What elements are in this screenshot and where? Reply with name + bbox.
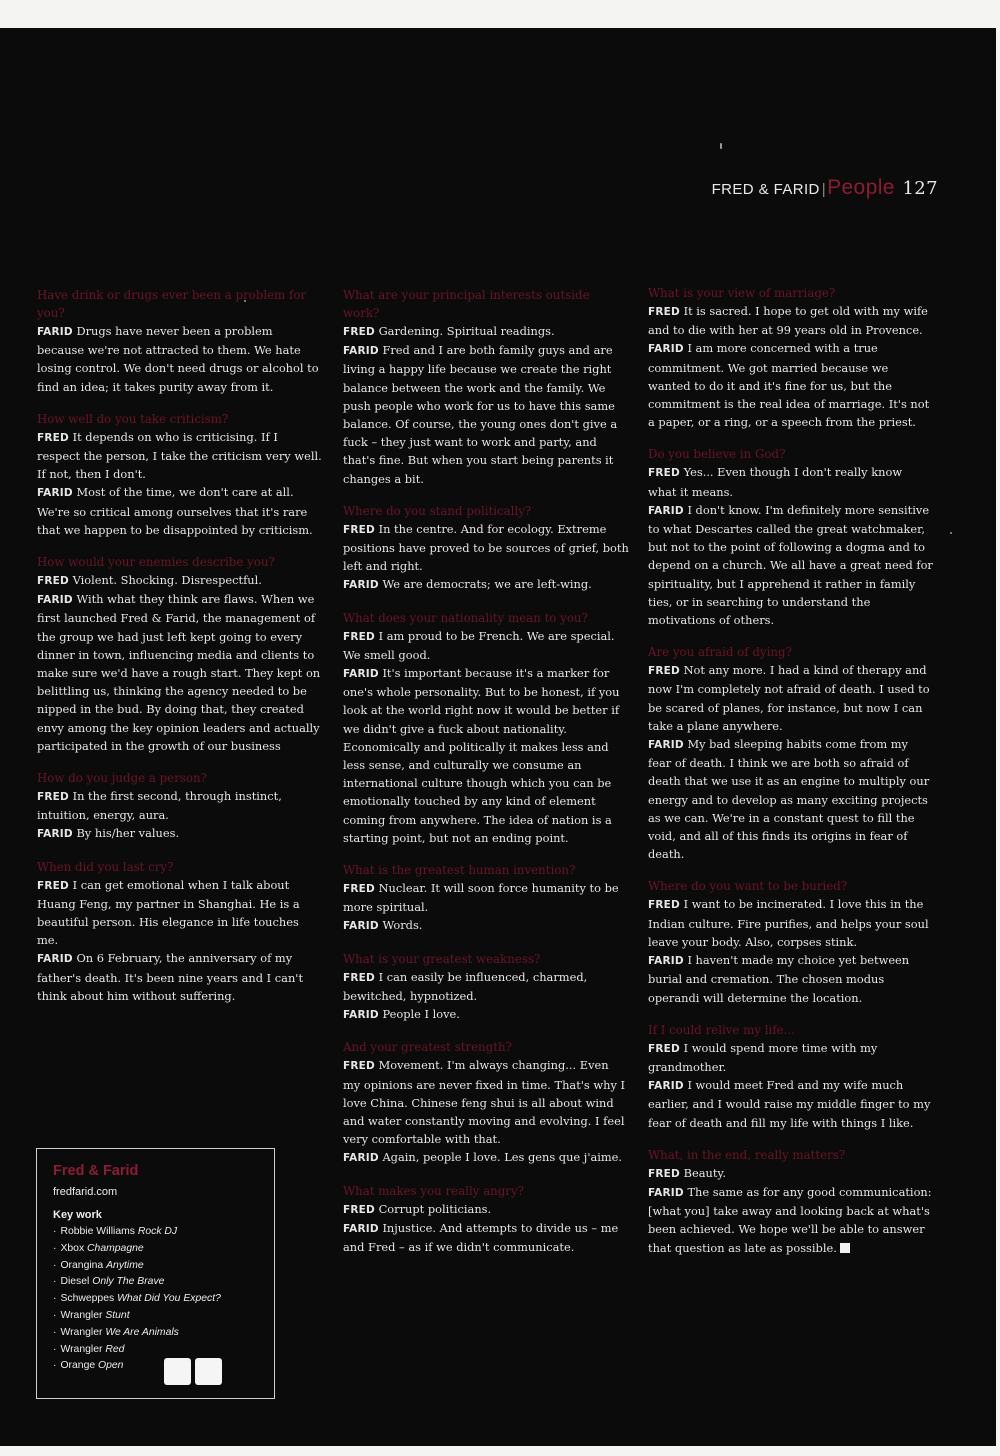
answer (343, 322, 629, 341)
question: What is your view of marriage? (648, 286, 836, 300)
question: Where do you stand politically? (343, 503, 532, 518)
answer-text: Movement. I'm always changing... Even my opinions are never fixed in time. That's why I love China. Chinese feng shui is all about wind and water constantly moving and evolving. I feel very comfortable with that. (343, 1058, 626, 1147)
key-work-title: Only The Brave (92, 1276, 165, 1288)
speaker-name: FARID (343, 668, 379, 681)
speaker-name: FARID (648, 504, 684, 517)
answer-text: I don't know. I'm definitely more sensitive to what Descartes called the great watchmaker, but not to the point of following a dogma and to depend on a church. We all have a great need for spirituality, but I apprehend it rather in family ties, or in searching to understand the motivations of others. (648, 502, 933, 628)
speaker-name: FARID (648, 343, 684, 356)
answer (37, 949, 323, 1005)
speaker-name: FRED (343, 1060, 375, 1073)
answer-text: I can easily be influenced, charmed, bewitched, hypnotized. (343, 969, 588, 1003)
speaker-name: FRED (648, 665, 680, 678)
answer-text: Violent. Shocking. Disrespectful. (72, 573, 262, 588)
answer (343, 664, 629, 847)
question: What makes you really angry? (343, 1183, 524, 1198)
qa-block (37, 553, 323, 755)
answer (648, 501, 934, 629)
speaker-name: FRED (343, 883, 375, 896)
key-work-title: Rock DJ (137, 1226, 178, 1237)
column-3 (648, 284, 934, 1271)
header-section: People (827, 176, 895, 199)
answer-text: Again, people I love. Les gens que j'aime. (382, 1150, 623, 1165)
speaker-name: FARID (343, 345, 379, 358)
answer (343, 1148, 629, 1167)
speaker-name: FRED (343, 630, 375, 643)
bullet-icon: · (53, 1360, 57, 1372)
qa-block (648, 877, 934, 1006)
qa-block (343, 950, 629, 1025)
speaker-name: FRED (343, 1203, 375, 1216)
bullet-icon: · (53, 1242, 57, 1254)
question: What are your principal interests outside work? (343, 288, 590, 320)
answer-text: Not any more. I had a kind of therapy and now I'm completely not afraid of death. I used to be scared of planes, for instance, but now I can take a plane anywhere. (648, 663, 930, 733)
speaker-name: FARID (343, 1222, 379, 1235)
answer (343, 1219, 629, 1256)
header-separator: | (821, 181, 827, 198)
key-work-title: Red (105, 1343, 125, 1355)
answer (343, 879, 629, 916)
answer-text: By his/her values. (76, 826, 180, 841)
speaker-name: FARID (648, 1186, 684, 1199)
key-work-title: We Are Animals (105, 1326, 179, 1338)
answer-text: People I love. (382, 1007, 460, 1022)
answer (343, 916, 629, 935)
answer (37, 322, 323, 396)
speaker-name: FRED (37, 431, 69, 444)
key-work-client: Diesel (60, 1276, 90, 1288)
speaker-name: FRED (37, 791, 69, 804)
speaker-name: FARID (648, 739, 684, 752)
key-work-client: Wrangler (60, 1326, 103, 1338)
speaker-name: FARID (343, 920, 379, 933)
answer-text: I want to be incinerated. I love this in the Indian culture. Fire purifies, and helps your soul leave your body. Also, corpses stink. (648, 897, 929, 949)
qa-block (343, 609, 629, 847)
answer (648, 1076, 934, 1132)
answer-text: Fred and I are both family guys and are living a happy life because we create the right balance between the work and the family. We push people who work for us to have this same balance. Of course, the young ones don't give a fuck – they just want to work and party, and that's fine. But when you start being parents it changes a bit. (343, 343, 618, 486)
answer-text: Gardening. Spiritual readings. (378, 324, 555, 338)
key-work-title: Champagne (87, 1242, 144, 1254)
speaker-name: FARID (37, 594, 73, 607)
answer (343, 575, 629, 594)
qa-block (648, 284, 934, 431)
answer-text: It's important because it's a marker for one's whole personality. But to be honest, if you look at the world right now it would be better if we didn't give a fuck about nationality. Economically and politically it makes less and less sense, and culturally we consume an international culture though which you can be emotionally touched by any kind of element coming from anywhere. The idea of nation is a starting point, but not an ending point. (343, 666, 620, 845)
question: When did you last cry? (37, 859, 174, 874)
answer (648, 339, 934, 431)
speaker-name: FARID (37, 953, 73, 966)
answer-text: I would meet Fred and my wife much earlier, and I would raise my middle finger to my fear of death and fill my life with things I like. (648, 1078, 931, 1130)
question: Where do you want to be buried? (648, 879, 848, 894)
question: What, in the end, really matters? (648, 1147, 846, 1162)
bullet-icon: · (53, 1226, 57, 1237)
answer (648, 302, 934, 339)
question: Do you believe in God? (648, 447, 786, 462)
qa-block (343, 1038, 629, 1167)
bullet-icon: · (53, 1309, 57, 1321)
answer (343, 520, 629, 576)
key-work-title: Open (98, 1360, 124, 1372)
answer (37, 787, 323, 824)
bullet-icon: · (53, 1259, 57, 1271)
answer-text: In the centre. And for ecology. Extreme positions have proved to be sources of grief, both left and right. (343, 521, 629, 574)
answer-text: Yes... Even though I don't really know what it means. (648, 465, 903, 499)
question: If I could relive my life... (648, 1022, 795, 1037)
qa-block (37, 286, 323, 396)
qa-block (648, 643, 934, 863)
answer-text: Injustice. And attempts to divide us – me and Fred – as if we didn't communicate. (343, 1220, 619, 1254)
key-work-item (53, 1224, 258, 1241)
end-mark-icon (840, 1243, 850, 1253)
key-work-title: What Did You Expect? (117, 1293, 221, 1305)
page-number: 127 (902, 178, 938, 199)
answer (343, 1056, 629, 1148)
key-work-title: Anytime (106, 1259, 144, 1271)
answer-text: I am more concerned with a true commitment. We got married because we wanted to do it and it's fine for us, but the commitment is the real idea of marriage. It's not a paper, or a ring, or a speech from the priest. (648, 341, 930, 430)
answer-text: Most of the time, we don't care at all. We're so critical among ourselves that it's rare that we happen to be disappointed by criticism. (37, 485, 313, 537)
speaker-name: FRED (648, 899, 680, 912)
answer (37, 483, 323, 539)
qa-block (37, 410, 323, 539)
answer (648, 951, 934, 1007)
speaker-name: FARID (343, 1009, 379, 1022)
answer (648, 895, 934, 951)
answer-text: I would spend more time with my grandmother. (648, 1040, 878, 1074)
answer-text: It depends on who is criticising. If I respect the person, I take the criticism very well. If not, then I don't. (37, 429, 322, 482)
speaker-name: FARID (343, 1152, 379, 1165)
qa-block (648, 445, 934, 629)
column-2 (343, 286, 629, 1270)
question: And your greatest strength? (343, 1040, 512, 1055)
answer (343, 627, 629, 664)
answer-text: I can get emotional when I talk about Huang Feng, my partner in Shanghai. He is a beautiful person. His elegance in life touches me. (37, 877, 300, 948)
speaker-name: FARID (648, 1080, 684, 1093)
profile-box (36, 1148, 275, 1399)
key-work-client: Wrangler (60, 1343, 103, 1355)
answer (648, 463, 934, 500)
question: What is the greatest human invention? (343, 863, 576, 878)
bullet-icon: · (53, 1293, 57, 1305)
answer (648, 1183, 934, 1257)
speaker-name: FARID (37, 828, 73, 841)
answer-text: It is sacred. I hope to get old with my wife and to die with her at 99 years old in Provence. (648, 304, 928, 338)
column-1 (37, 286, 323, 1019)
answer (37, 876, 323, 950)
answer-text: With what they think are flaws. When we first launched Fred & Farid, the management of the group we had just left kept going to every dinner in town, influencing media and clients to make sure we'd have a rough start. They kept on belittling us, thinking the agency needed to be nipped in the bud. By doing that, they created envy among the key opinion leaders and actually participated in the growth of our business (37, 592, 321, 753)
answer (343, 968, 629, 1005)
qa-block (343, 861, 629, 936)
profile-url: fredfarid.com (53, 1186, 118, 1198)
bullet-icon: · (53, 1343, 57, 1355)
key-work-item (53, 1241, 258, 1258)
answer-text: We are democrats; we are left-wing. (382, 577, 592, 592)
question: What is your greatest weakness? (343, 951, 541, 966)
bullet-icon: · (53, 1276, 57, 1288)
header-subject: FRED & FARID (711, 181, 820, 198)
answer-text: The same as for any good communication: [what you] take away and looking back at what's been achieved. We hope we'll be able to answer that question as late as possible. (648, 1184, 932, 1255)
key-work-client: Schweppes (60, 1293, 115, 1305)
answer (648, 1039, 934, 1076)
answer (648, 661, 934, 735)
key-work-item (53, 1274, 258, 1291)
answer-text: Beauty. (683, 1165, 726, 1180)
speaker-name: FARID (343, 579, 379, 592)
profile-title: Fred & Farid (53, 1163, 139, 1179)
question: How do you judge a person? (37, 771, 207, 786)
key-work-item (53, 1308, 258, 1325)
speaker-name: FARID (37, 487, 73, 500)
speaker-name: FRED (648, 467, 680, 480)
answer (343, 1005, 629, 1024)
qa-block (648, 1146, 934, 1257)
answer-text: I am proud to be French. We are special. We smell good. (343, 628, 615, 662)
answer-text: In the first second, through instinct, intuition, energy, aura. (37, 789, 282, 823)
question: How well do you take criticism? (37, 411, 229, 426)
question: Have drink or drugs ever been a problem for you? (37, 288, 307, 320)
qa-block (343, 286, 629, 488)
speaker-name: FRED (648, 1167, 680, 1180)
question: How would your enemies describe you? (37, 555, 275, 570)
answer-text: I haven't made my choice yet between burial and cremation. The chosen modus operandi will determine the location. (648, 953, 910, 1005)
key-work-list (53, 1224, 258, 1375)
answer (37, 590, 323, 755)
speaker-name: FRED (343, 523, 375, 536)
speaker-name: FARID (37, 326, 73, 338)
answer (343, 1200, 629, 1219)
answer (343, 341, 629, 488)
key-work-client: Xbox (60, 1242, 85, 1254)
key-work-client: Robbie Williams (60, 1226, 135, 1237)
key-work-client: Orange (60, 1360, 96, 1372)
qa-block (343, 1182, 629, 1257)
answer (37, 571, 323, 590)
qa-block (37, 858, 323, 1005)
answer-text: Nuclear. It will soon force humanity to be more spiritual. (343, 881, 619, 915)
key-work-title: Stunt (105, 1309, 130, 1321)
answer (37, 428, 323, 484)
key-work-item (53, 1325, 258, 1342)
answer (648, 1164, 934, 1183)
speaker-name: FRED (37, 575, 69, 588)
qa-block (648, 1021, 934, 1132)
speaker-name: FRED (37, 879, 69, 892)
bullet-icon: · (53, 1326, 57, 1338)
key-work-heading: Key work (53, 1209, 102, 1221)
key-work-item (53, 1291, 258, 1308)
qa-block (37, 769, 323, 844)
key-work-client: Wrangler (60, 1309, 103, 1321)
answer-text: Words. (382, 918, 423, 933)
answer-text: Drugs have never been a problem because we're not attracted to them. We hate losing control. We don't need drugs or alcohol to find an idea; it takes purity away from it. (37, 324, 319, 394)
running-header (712, 176, 938, 200)
key-work-item (53, 1358, 258, 1375)
speaker-name: FRED (648, 306, 680, 318)
qa-block (343, 502, 629, 595)
key-work-item (53, 1342, 258, 1359)
key-work-item (53, 1258, 258, 1275)
speaker-name: FARID (648, 955, 684, 968)
speaker-name: FRED (648, 1042, 680, 1055)
answer-text: On 6 February, the anniversary of my father's death. It's been nine years and I can't think about him without suffering. (37, 951, 304, 1003)
key-work-client: Orangina (60, 1259, 104, 1271)
answer-text: My bad sleeping habits come from my fear of death. I think we are both so afraid of death that we use it as an engine to multiply our energy and to develop as many exciting projects as we can. We're in a constant quest to fill the void, and all of this finds its origins in fear of death. (648, 737, 930, 862)
answer-text: Corrupt politicians. (378, 1201, 492, 1216)
answer (648, 735, 934, 863)
speaker-name: FRED (343, 971, 375, 984)
question: What does your nationality mean to you? (343, 610, 588, 625)
publication-logo-icon (164, 1358, 222, 1385)
answer (37, 824, 323, 843)
question: Are you afraid of dying? (648, 645, 792, 660)
speaker-name: FRED (343, 326, 375, 338)
